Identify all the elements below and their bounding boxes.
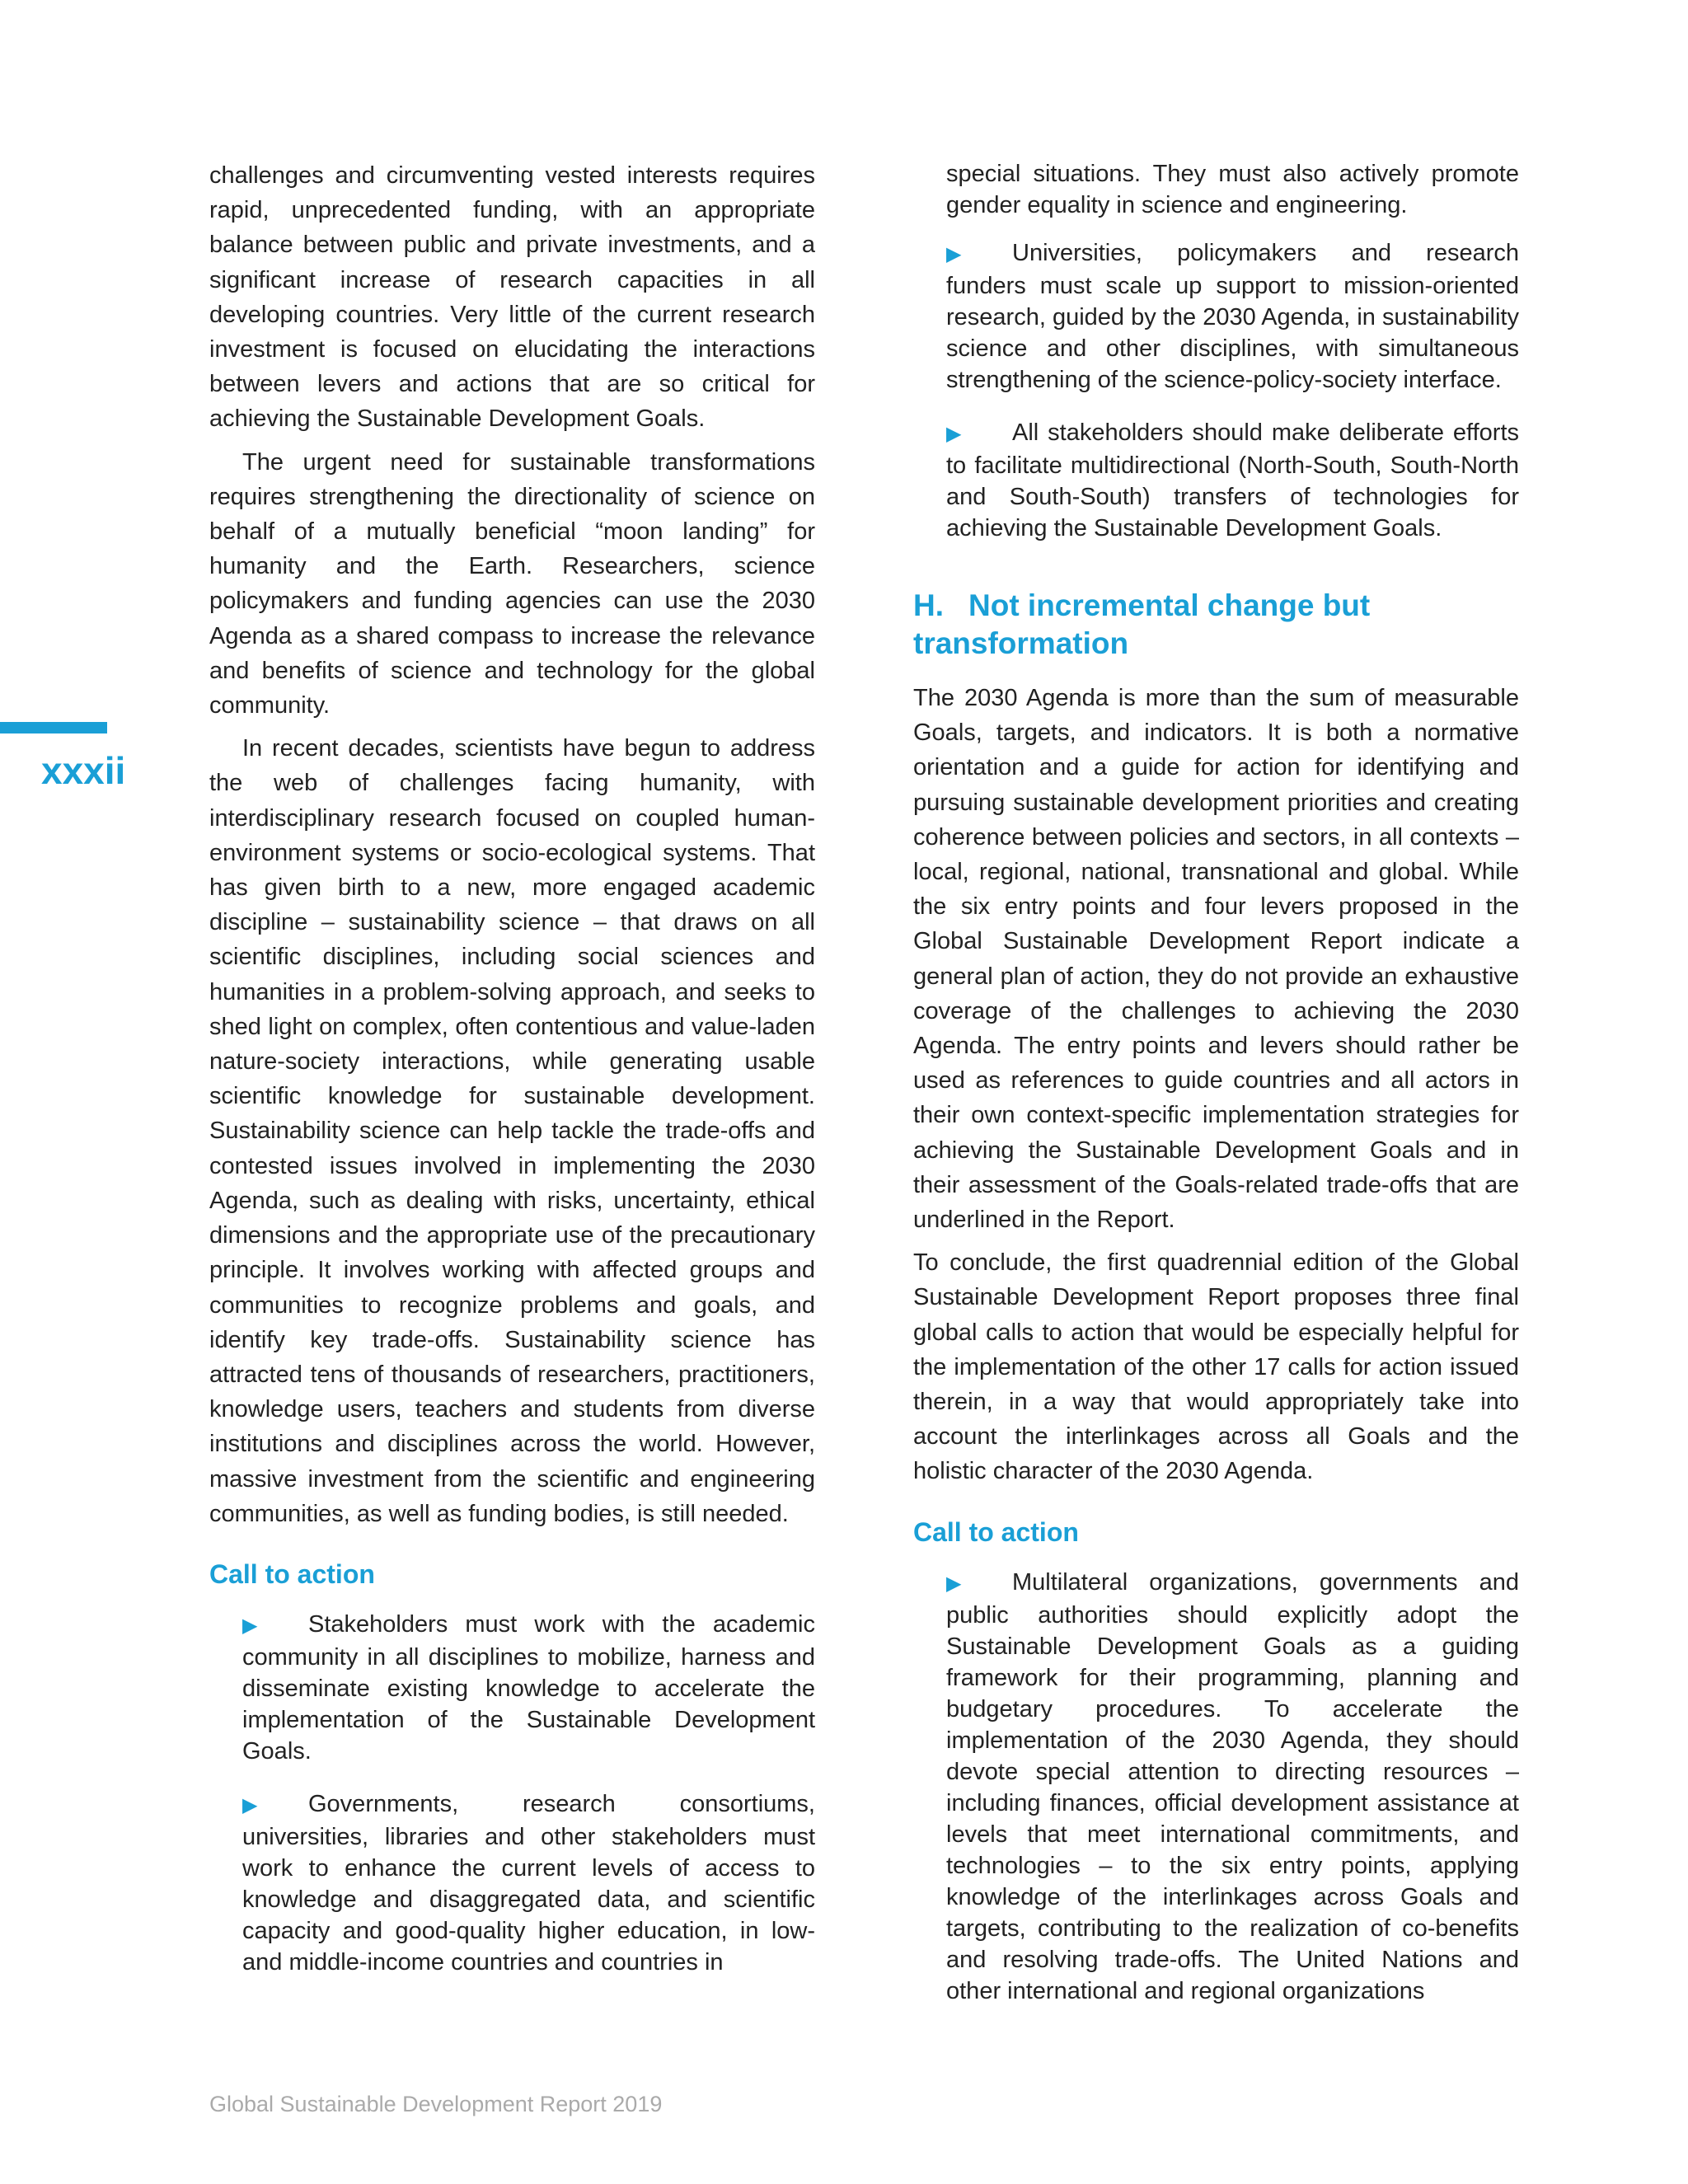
call-to-action-heading: Call to action (913, 1516, 1079, 1547)
bullet-text: Stakeholders must work with the academic community in all disciplines to mobilize, harness and disseminate existing knowledge to accelerate the implementation of the Sustainable Development Goals. (242, 1610, 815, 1765)
paragraph: The 2030 Agenda is more than the sum of measurable Goals, targets, and indicators. It is both a normative orientation and a guide for action for identifying and pursuing sustainable development priorities and creating coherence between policies and sectors, in all contexts – local, regional, national, transnational and global. While the six entry points and four levers proposed in the Global Sustainable Development Report indicate a general plan of action, they do not provide an exhaustive coverage of the challenges to achieving the 2030 Agenda. The entry points and levers should rather be used as references to guide countries and all actors in their own context-specific implementation strategies for achieving the Sustainable Development Goals and in their assessment of the Goals-related trade-offs that are underlined in the Report. (913, 685, 1519, 1234)
section-letter: H. (913, 588, 944, 622)
right-column (913, 158, 1519, 2028)
left-column (209, 158, 815, 1999)
footer-title: Global Sustainable Development Report 2019 (209, 2092, 663, 2116)
call-to-action-heading: Call to action (209, 1558, 375, 1589)
call-to-action-item (946, 417, 1519, 544)
triangle-right-icon: ▶ (946, 423, 962, 445)
call-to-action-item (242, 1609, 815, 1767)
section-title: Not incremental change but transformation (913, 588, 1371, 660)
paragraph: challenges and circumventing vested interests requires rapid, unprecedented funding, with an appropriate balance between public and private investments, and a significant increase of research capacities in all developing countries. Very little of the current research investment is focused on elucidating the interactions between levers and actions that are so critical for achieving the Sustainable Development Goals. (209, 162, 815, 433)
section-heading (913, 587, 1519, 663)
bullet-text: Universities, policymakers and research funders must scale up support to mission-oriented research, guided by the 2030 Agenda, in sustainability science and other disciplines, with simultaneous strengthening of the science-policy-society interface. (946, 240, 1519, 393)
page-number-bar (0, 722, 107, 733)
paragraph: In recent decades, scientists have begun to address the web of challenges facing humanity, with interdisciplinary research focused on coupled human-environment systems or socio-ecological systems. That has given birth to a new, more engaged academic discipline – sustainability science – that draws on all scientific disciplines, including social sciences and humanities in a problem-solving approach, and seeks to shed light on complex, often contentious and value-laden nature-society interactions, while generating usable scientific knowledge for sustainable development. Sustainability science can help tackle the trade-offs and contested issues involved in implementing the 2030 Agenda, such as dealing with risks, uncertainty, ethical dimensions and the appropriate use of the precautionary principle. It involves working with affected groups and communities to recognize problems and goals, and identify key trade-offs. Sustainability science has attracted tens of thousands of researchers, practitioners, knowledge users, teachers and students from diverse institutions and disciplines across the world. However, massive investment from the scientific and engineering communities, as well as funding bodies, is still needed. (209, 735, 815, 1527)
triangle-right-icon: ▶ (242, 1793, 258, 1816)
bullet-text: Governments, research consortiums, universities, libraries and other stakeholders must work to enhance the current levels of access to knowledge and disaggregated data, and scientific capacity and good-quality higher education, in low- and middle-income countries and countries in (242, 1790, 815, 1975)
call-to-action-item (946, 237, 1519, 396)
paragraph: To conclude, the first quadrennial edition of the Global Sustainable Development Report proposes three final global calls to action that would be especially helpful for the implementation of the other 17 calls for action issued therein, in a way that would appropriately take into account the interlinkages across all Goals and the holistic character of the 2030 Agenda. (913, 1249, 1519, 1485)
paragraph: The urgent need for sustainable transformations requires strengthening the directionality of science on behalf of a mutually beneficial “moon landing” for humanity and the Earth. Researchers, science policymakers and funding agencies can use the 2030 Agenda as a shared compass to increase the relevance and benefits of science and technology for the global community. (209, 448, 815, 719)
triangle-right-icon: ▶ (946, 1572, 962, 1595)
triangle-right-icon: ▶ (946, 243, 962, 265)
bullet-text: All stakeholders should make deliberate efforts to facilitate multidirectional (North-South, South-North and South-South) transfers of technologies for achieving the Sustainable Development Goals. (946, 419, 1519, 541)
call-to-action-item (242, 1788, 815, 1978)
bullet-continuation: special situations. They must also actively promote gender equality in science and engineering. (946, 161, 1519, 218)
call-to-action-item (946, 1567, 1519, 2007)
page-number: xxxii (41, 749, 126, 792)
bullet-text: Multilateral organizations, governments and public authorities should explicitly adopt the Sustainable Development Goals as a guiding framework for their programming, planning and budgetary procedures. To accelerate the implementation of the 2030 Agenda, they should devote special attention to directing resources – including finances, official development assistance at levels that meet international commitments, and technologies – to the six entry points, applying knowledge of the interlinkages across Goals and targets, contributing to the realization of co-benefits and resolving trade-offs. The United Nations and other international and regional organizations (946, 1568, 1519, 2004)
triangle-right-icon: ▶ (242, 1614, 258, 1637)
